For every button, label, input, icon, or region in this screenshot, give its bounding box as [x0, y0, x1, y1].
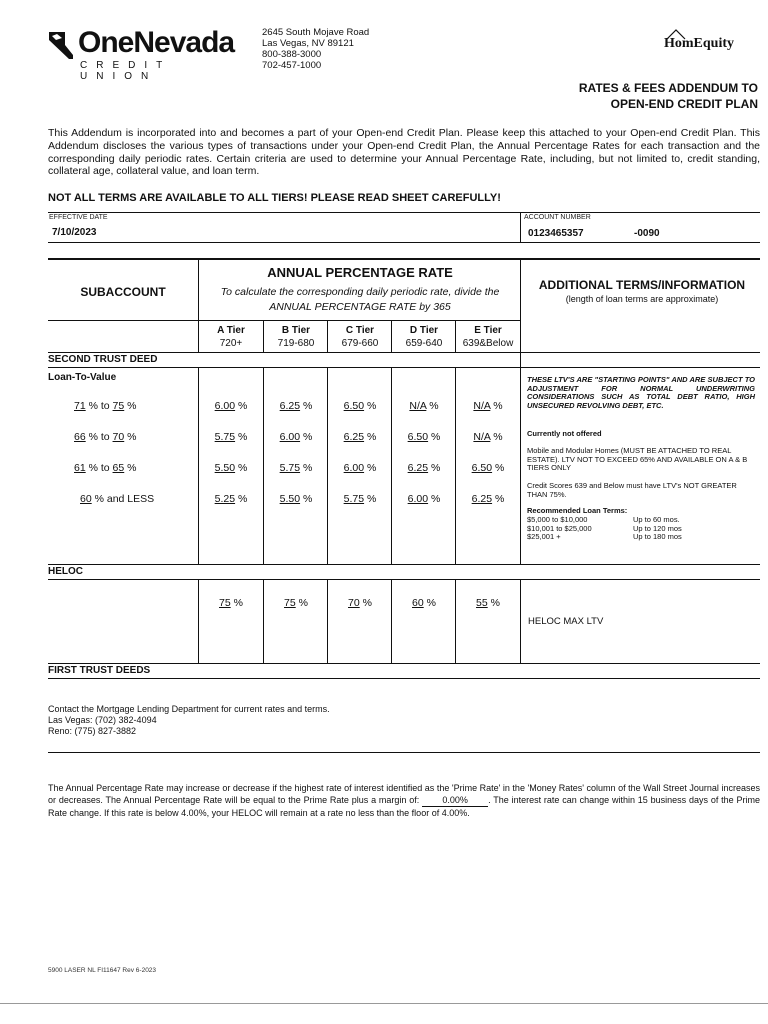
address-line: Las Vegas, NV 89121: [262, 38, 354, 49]
intro-paragraph: This Addendum is incorporated into and becomes a part of your Open-end Credit Plan. Please keep this attached to your Open-end Credit Plan. This Addendum discloses the various types of transactions under your Open-end Credit Plan, the Annual Percentage Rates for each transaction and the corresponding daily periodic rates. Certain criteria are used to determine your Annual Percentage Rate, including, but not limited to, credit standing, collateral age, collateral value, and loan term.: [48, 127, 760, 178]
heloc-label: HELOC: [48, 566, 83, 577]
divider: [455, 579, 456, 663]
account-number-value: 0123465357: [528, 228, 584, 239]
divider: [48, 242, 760, 243]
divider: [48, 564, 760, 565]
homequity-logo: [664, 36, 734, 52]
effective-date-value: 7/10/2023: [52, 227, 97, 238]
rate-cell: 5.75 %: [343, 493, 377, 505]
phone-line: 702-457-1000: [262, 60, 322, 71]
apr-note-line: To calculate the corresponding daily periodic rate, divide the: [220, 286, 500, 298]
rate-cell: 6.00 %: [407, 493, 441, 505]
contact-phone-las-vegas: Las Vegas: (702) 382-4094: [48, 715, 157, 725]
rate-cell: 6.25 %: [343, 431, 377, 443]
loan-terms-title: Recommended Loan Terms:: [527, 506, 628, 515]
tier-range: 659-640: [405, 338, 443, 349]
divider: [48, 678, 760, 679]
logo-subtitle: CREDIT UNION: [80, 60, 172, 82]
prime-rate-disclosure: [48, 782, 760, 819]
title-line-2: OPEN-END CREDIT PLAN: [610, 97, 758, 111]
page-edge: [0, 1003, 768, 1004]
tier-name: D Tier: [409, 325, 439, 336]
rate-cell: 6.00 %: [214, 400, 248, 412]
rate-cell: N/A %: [409, 400, 439, 412]
phone-line: 800-388-3000: [262, 49, 322, 60]
apr-note-line: ANNUAL PERCENTAGE RATE by 365: [269, 301, 451, 313]
rate-cell: 6.25 %: [407, 462, 441, 474]
ltv-range: 71 % to 75 %: [74, 400, 137, 412]
account-suffix: -0090: [634, 228, 660, 239]
rate-cell: 6.50 %: [407, 431, 441, 443]
account-number-label: ACCOUNT NUMBER: [524, 214, 591, 221]
tier-d: [392, 324, 456, 350]
disclosure-text: The Annual Percentage Rate may increase or decrease if the highest rate of interest identified as the 'Prime Rate' in the 'Money Rates' column of the Wall Street Journal increases or decreases. The Annual Percentage Rate will be equal to the Prime Rate plus a margin of:: [48, 783, 760, 805]
divider: [48, 367, 760, 368]
effective-date-label: EFFECTIVE DATE: [49, 214, 108, 221]
tier-a: [199, 324, 263, 350]
second-trust-deed-label: SECOND TRUST DEED: [48, 354, 158, 365]
divider: [48, 352, 760, 353]
apr-note: [200, 285, 520, 315]
divider: [48, 663, 760, 664]
tier-b: [264, 324, 328, 350]
tier-name: A Tier: [217, 325, 245, 336]
tier-range: 679-660: [341, 338, 379, 349]
apr-header: ANNUAL PERCENTAGE RATE: [267, 265, 453, 280]
heloc-ltv-cell: 75 %: [284, 597, 308, 609]
document-title: [498, 80, 758, 112]
address-line: 2645 South Mojave Road: [262, 27, 370, 38]
rate-cell: 6.25 %: [471, 493, 505, 505]
homequity-text: HomEquity: [664, 36, 735, 51]
onenevada-logo: [48, 26, 248, 82]
rate-cell: 5.75 %: [279, 462, 313, 474]
tier-range: 720+: [219, 338, 243, 349]
ltv-range: 66 % to 70 %: [74, 431, 137, 443]
heloc-ltv-cell: 70 %: [348, 597, 372, 609]
form-code: 5900 LASER NL FI11647 Rev 6-2023: [48, 967, 157, 974]
contact-line: Contact the Mortgage Lending Department for current rates and terms.: [48, 704, 330, 714]
tier-range: 719-680: [277, 338, 315, 349]
divider: [198, 579, 199, 663]
loan-terms-list: [527, 516, 755, 542]
address-block: [262, 27, 369, 71]
tier-name: E Tier: [474, 325, 502, 336]
ltv-range: 61 % to 65 %: [74, 462, 137, 474]
divider: [198, 320, 520, 321]
rate-cell: 6.00 %: [343, 462, 377, 474]
divider: [520, 258, 521, 564]
credit-score-note: Credit Scores 639 and Below must have LTV's NOT GREATER THAN 75%.: [527, 481, 737, 499]
rate-cell: 6.25 %: [279, 400, 313, 412]
margin-value: 0.00%: [422, 794, 488, 807]
subaccount-header: SUBACCOUNT: [80, 285, 166, 299]
house-icon: [666, 28, 686, 40]
ltv-disclaimer: THESE LTV'S ARE "STARTING POINTS" AND ARE SUBJECT TO ADJUSTMENT FOR NORMAL UNDERWRITING CONSIDERATIONS SUCH AS TOTAL DEBT RATIO, HIGH UNSECURED REVOLVING DEBT, ETC.: [527, 375, 755, 410]
divider: [520, 212, 521, 242]
tier-c: [328, 324, 392, 350]
heloc-ltv-cell: 55 %: [476, 597, 500, 609]
divider: [327, 579, 328, 663]
divider: [263, 579, 264, 663]
divider: [48, 212, 760, 213]
tier-e: [456, 324, 520, 350]
divider: [48, 579, 760, 580]
rate-cell: N/A %: [473, 431, 503, 443]
title-line-1: RATES & FEES ADDENDUM TO: [578, 81, 758, 95]
nevada-state-icon: [48, 30, 74, 60]
rate-cell: 5.50 %: [214, 462, 248, 474]
ltv-range: 60 % and LESS: [80, 493, 155, 505]
tier-range: 639&Below: [462, 338, 514, 349]
table-top-border: [48, 258, 760, 260]
tier-name: C Tier: [345, 325, 375, 336]
first-trust-deeds-label: FIRST TRUST DEEDS: [48, 665, 151, 676]
additional-terms-note: (length of loan terms are approximate): [565, 294, 719, 304]
divider: [48, 320, 198, 321]
contact-phone-reno: Reno: (775) 827-3882: [48, 726, 137, 736]
contact-block: [48, 704, 330, 737]
rate-cell: N/A %: [473, 400, 503, 412]
rate-cell: 6.50 %: [343, 400, 377, 412]
disclosure-text: . The interest rate can change within 15 business days of the Prime Rate change. If this rate is below 4.00%, your HELOC will remain at a rate no less than the floor of 4.00%.: [48, 795, 760, 818]
logo-name: OneNevada: [78, 26, 235, 59]
rate-cell: 6.00 %: [279, 431, 313, 443]
heloc-max-ltv-note: HELOC MAX LTV: [528, 616, 604, 627]
heloc-ltv-cell: 60 %: [412, 597, 436, 609]
loan-term-row: $10,001 to $25,000 Up to 120 mos: [527, 523, 682, 533]
divider: [391, 579, 392, 663]
warning-text: NOT ALL TERMS ARE AVAILABLE TO ALL TIERS! PLEASE READ SHEET CAREFULLY!: [48, 192, 501, 204]
heloc-ltv-cell: 75 %: [219, 597, 243, 609]
loan-term-row: $25,001 + Up to 180 mos: [527, 532, 682, 541]
rate-cell: 5.50 %: [279, 493, 313, 505]
loan-term-row: $5,000 to $10,000 Up to 60 mos.: [527, 515, 680, 524]
divider: [48, 752, 760, 753]
ltv-label: Loan-To-Value: [48, 372, 117, 383]
not-offered-note: Currently not offered: [527, 429, 602, 438]
additional-terms-header: ADDITIONAL TERMS/INFORMATION: [538, 278, 746, 292]
rate-cell: 5.25 %: [214, 493, 248, 505]
mobile-homes-note: Mobile and Modular Homes (MUST BE ATTACHED TO REAL ESTATE). LTV NOT TO EXCEED 65% AND AVAILABLE ON A & B TIERS ONLY: [527, 446, 748, 472]
rate-cell: 6.50 %: [471, 462, 505, 474]
tier-name: B Tier: [281, 325, 311, 336]
rate-cell: 5.75 %: [214, 431, 248, 443]
divider: [520, 579, 521, 663]
